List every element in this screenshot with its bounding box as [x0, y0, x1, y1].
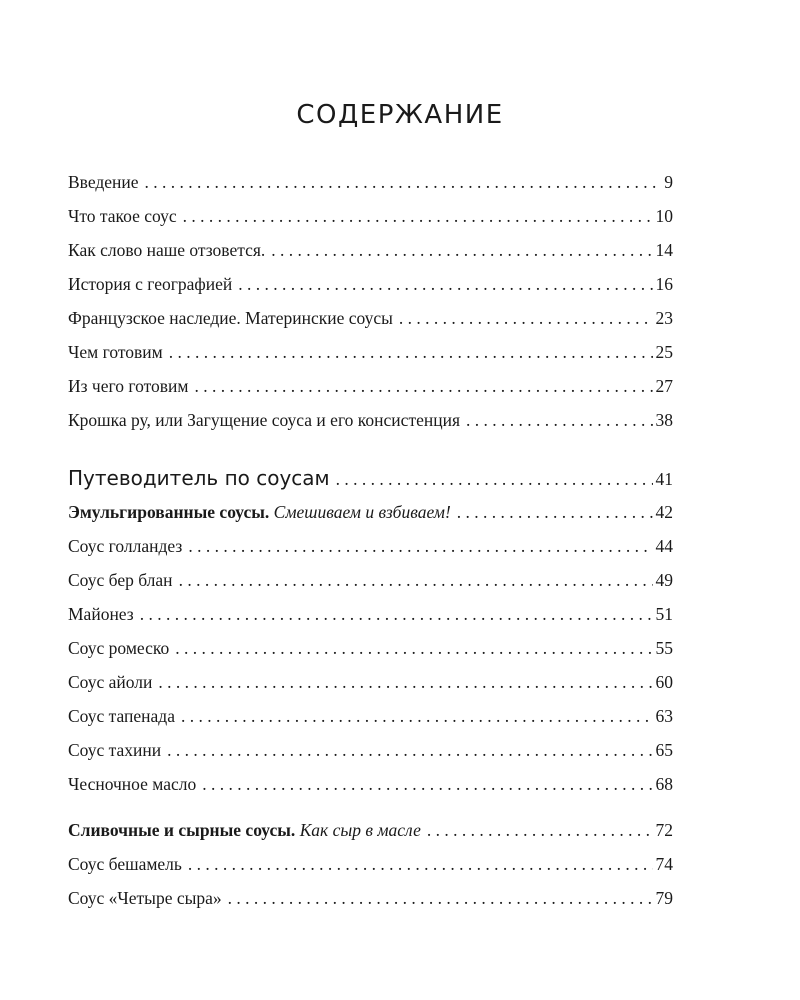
- dot-leader: [169, 335, 653, 369]
- toc-entry-label: Французское наследие. Материнские соусы: [68, 308, 393, 328]
- toc-entry: [68, 165, 673, 199]
- dot-leader: [188, 529, 652, 563]
- toc-part-page: 41: [655, 469, 673, 489]
- toc-entry-label: Соус тахини: [68, 740, 162, 760]
- toc-part-label: Путеводитель по соусам: [68, 466, 330, 490]
- toc-entry: [68, 597, 673, 631]
- toc-entry-page: 14: [655, 240, 673, 260]
- toc-entry-page: 49: [655, 570, 673, 590]
- toc-entry: [68, 563, 673, 597]
- spacer: [68, 437, 673, 461]
- section-title: Сливочные и сырные соусы.: [68, 820, 296, 840]
- dot-leader: [158, 665, 652, 699]
- toc-entry: [68, 301, 673, 335]
- toc-entry-page: 25: [655, 342, 673, 362]
- toc-entry-label: Соус бер блан: [68, 570, 173, 590]
- toc-entry: [68, 847, 673, 881]
- dot-leader: [336, 461, 653, 496]
- toc-entry-label: Соус ромеско: [68, 638, 170, 658]
- dot-leader: [181, 699, 653, 733]
- toc-entry-page: 65: [655, 740, 673, 760]
- dot-leader: [228, 881, 653, 915]
- dot-leader: [466, 403, 653, 437]
- toc-section-heading: [68, 813, 673, 847]
- spacer: [68, 801, 673, 813]
- dot-leader: [202, 767, 652, 801]
- table-of-contents: [68, 165, 673, 915]
- toc-entry-page: 68: [655, 774, 673, 794]
- toc-entry-label: Соус «Четыре сыра»: [68, 888, 222, 908]
- toc-entry-label: Как слово наше отзовется.: [68, 240, 266, 260]
- toc-section-heading: [68, 495, 673, 529]
- dot-leader: [399, 301, 653, 335]
- dot-leader: [140, 597, 653, 631]
- toc-entry-page: 44: [655, 536, 673, 556]
- dot-leader: [427, 813, 653, 847]
- toc-entry-page: 38: [655, 410, 673, 430]
- toc-entry-page: 10: [655, 206, 673, 226]
- toc-entry-page: 23: [655, 308, 673, 328]
- toc-section-page: 42: [655, 502, 673, 522]
- section-subtitle: Смешиваем и взбиваем!: [273, 502, 451, 522]
- toc-part-heading: [68, 461, 673, 495]
- toc-section-label: [68, 813, 421, 847]
- toc-entry: [68, 881, 673, 915]
- toc-entry: [68, 767, 673, 801]
- toc-entry-page: 55: [655, 638, 673, 658]
- toc-entry-label: Соус тапенада: [68, 706, 175, 726]
- toc-entry-page: 51: [655, 604, 673, 624]
- toc-entry-page: 9: [664, 172, 673, 192]
- toc-entry-page: 79: [655, 888, 673, 908]
- dot-leader: [145, 165, 662, 199]
- toc-entry-label: Введение: [68, 172, 139, 192]
- toc-entry: [68, 267, 673, 301]
- toc-entry-label: Чем готовим: [68, 342, 163, 362]
- toc-entry-label: История с географией: [68, 274, 233, 294]
- dot-leader: [175, 631, 652, 665]
- page-title: СОДЕРЖАНИЕ: [296, 100, 504, 130]
- dot-leader: [271, 233, 652, 267]
- toc-entry-page: 63: [655, 706, 673, 726]
- toc-entry: [68, 733, 673, 767]
- toc-entry-label: Соус голландез: [68, 536, 183, 556]
- dot-leader: [188, 847, 653, 881]
- toc-entry: [68, 199, 673, 233]
- toc-entry-label: Соус айоли: [68, 672, 153, 692]
- toc-entry: [68, 631, 673, 665]
- toc-entry: [68, 699, 673, 733]
- dot-leader: [457, 495, 653, 529]
- dot-leader: [183, 199, 653, 233]
- toc-entry: [68, 529, 673, 563]
- toc-entry: [68, 665, 673, 699]
- toc-entry: [68, 335, 673, 369]
- section-title: Эмульгированные соусы.: [68, 502, 270, 522]
- toc-entry-label: Крошка ру, или Загущение соуса и его консистенция: [68, 410, 460, 430]
- dot-leader: [238, 267, 652, 301]
- toc-entry-page: 27: [655, 376, 673, 396]
- toc-entry: [68, 403, 673, 437]
- dot-leader: [167, 733, 652, 767]
- toc-entry: [68, 369, 673, 403]
- toc-section-label: [68, 495, 451, 529]
- toc-section-page: 72: [655, 820, 673, 840]
- toc-entry-label: Соус бешамель: [68, 854, 182, 874]
- toc-entry-label: Из чего готовим: [68, 376, 189, 396]
- dot-leader: [195, 369, 653, 403]
- toc-entry-page: 60: [655, 672, 673, 692]
- toc-entry-page: 16: [655, 274, 673, 294]
- toc-entry-label: Что такое соус: [68, 206, 177, 226]
- toc-entry-label: Чесночное масло: [68, 774, 197, 794]
- toc-entry-label: Майонез: [68, 604, 134, 624]
- dot-leader: [179, 563, 653, 597]
- section-subtitle: Как сыр в масле: [299, 820, 421, 840]
- toc-entry: [68, 233, 673, 267]
- toc-entry-page: 74: [655, 854, 673, 874]
